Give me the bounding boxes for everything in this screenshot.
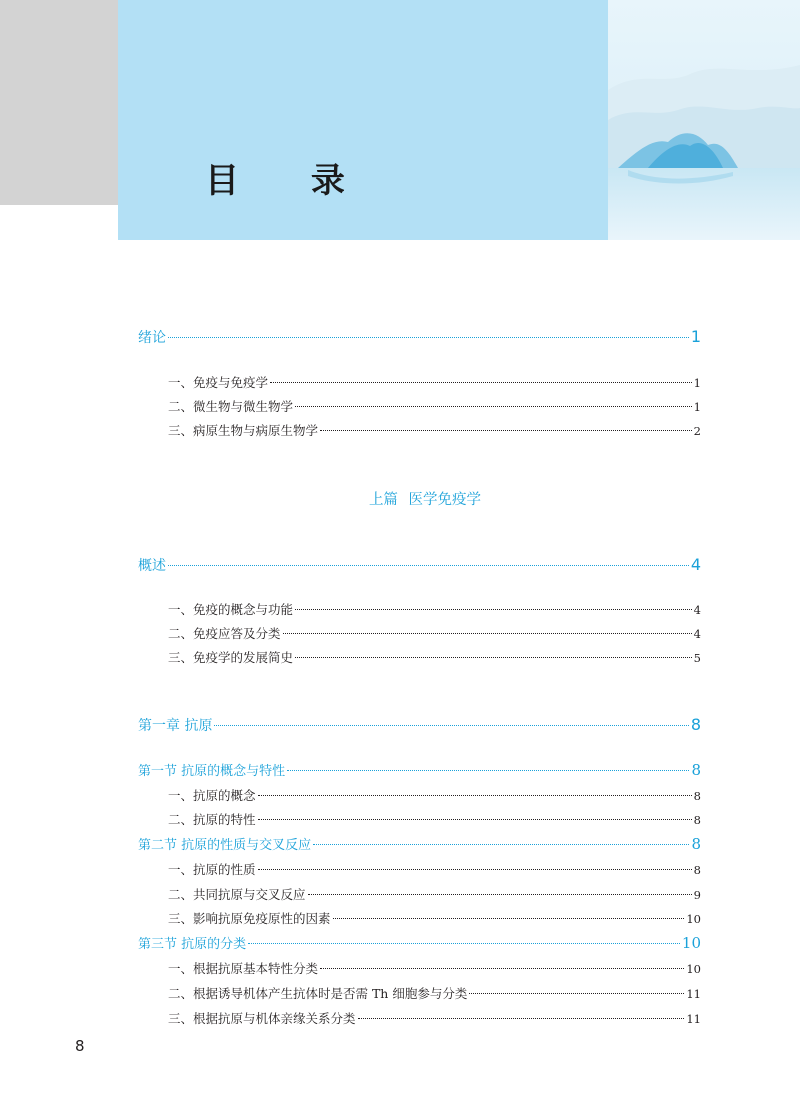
toc-entry-label: 概述 [138,558,166,574]
mountain-landscape-image [608,0,800,240]
toc-entry-chapter-1[interactable] [138,715,701,735]
toc-section-label: 第三节 抗原的分类 [138,937,247,952]
toc-item-label: 一、免疫与免疫学 [168,375,269,390]
toc-entry-label: 第一章 抗原 [138,718,213,734]
toc-item-page: 8 [693,863,701,877]
part-title: 上篇 医学免疫学 [368,492,482,508]
toc-item[interactable] [138,624,701,642]
toc-item-label: 一、免疫的概念与功能 [168,602,294,617]
toc-section-page: 8 [691,835,701,853]
header-banner [118,0,800,240]
toc-item-label: 二、共同抗原与交叉反应 [168,887,306,902]
toc-item-page: 1 [693,376,701,390]
header-grey-block [0,0,118,205]
toc-item-page: 8 [693,789,701,803]
toc-entry-label: 绪论 [138,330,166,346]
toc-item[interactable] [138,909,701,927]
toc-entry-page: 8 [690,715,701,734]
leader-dots [358,1017,685,1019]
leader-dots [270,381,692,383]
toc-item-page: 8 [693,813,701,827]
toc-entry-page: 1 [690,327,701,346]
toc-item-page: 10 [686,912,701,926]
toc-item[interactable] [138,397,701,415]
leader-dots [248,942,680,944]
leader-dots [313,843,689,845]
toc-item-page: 5 [693,651,701,665]
leader-dots [168,564,689,566]
leader-dots [258,818,692,820]
toc-item-page: 4 [693,627,701,641]
toc-item-page: 11 [686,987,701,1001]
toc-item-label: 二、根据诱导机体产生抗体时是否需 Th 细胞参与分类 [168,986,468,1001]
toc-entry-overview[interactable] [138,555,701,575]
toc-item-label: 三、免疫学的发展简史 [168,650,294,665]
toc-section[interactable] [138,834,701,853]
toc-item-label: 二、微生物与微生物学 [168,399,294,414]
toc-item[interactable] [138,959,701,977]
toc-section-label: 第二节 抗原的性质与交叉反应 [138,838,312,853]
toc-item[interactable] [138,984,701,1002]
toc-section-page: 10 [681,934,701,952]
toc-item-page: 1 [693,400,701,414]
toc-item-label: 三、根据抗原与机体亲缘关系分类 [168,1011,356,1026]
leader-dots [295,405,692,407]
toc-section[interactable] [138,933,701,952]
leader-dots [295,608,692,610]
toc-item-label: 一、抗原的性质 [168,862,256,877]
toc-item-label: 一、根据抗原基本特性分类 [168,961,319,976]
toc-item[interactable] [138,885,701,903]
toc-item[interactable] [138,600,701,618]
toc-section[interactable] [138,760,701,779]
toc-item[interactable] [138,810,701,828]
toc-item[interactable] [138,1009,701,1027]
toc-item-page: 11 [686,1012,701,1026]
leader-dots [287,769,689,771]
leader-dots [295,656,692,658]
leader-dots [283,632,692,634]
toc-item-page: 2 [693,424,701,438]
toc-section-page: 8 [691,761,701,779]
leader-dots [308,893,692,895]
toc-entry-intro[interactable] [138,327,701,347]
leader-dots [214,724,688,726]
leader-dots [320,429,692,431]
toc-item-page: 4 [693,603,701,617]
page-title: 目 录 [205,161,375,201]
toc-item[interactable] [138,648,701,666]
toc-item-label: 一、抗原的概念 [168,788,256,803]
toc-item[interactable] [138,860,701,878]
leader-dots [333,917,685,919]
toc-item-label: 二、抗原的特性 [168,812,256,827]
toc-entry-page: 4 [690,555,701,574]
toc-item[interactable] [138,373,701,391]
toc-item-label: 三、影响抗原免疫原性的因素 [168,911,331,926]
leader-dots [258,868,692,870]
toc-section-label: 第一节 抗原的概念与特性 [138,764,286,779]
toc-item-label: 二、免疫应答及分类 [168,626,281,641]
toc-item-page: 10 [686,962,701,976]
leader-dots [469,992,684,994]
page-number: 8 [75,1037,85,1055]
toc-item[interactable] [138,421,701,439]
toc-item[interactable] [138,786,701,804]
toc-item-label: 三、病原生物与病原生物学 [168,423,319,438]
toc-item-page: 9 [693,888,701,902]
leader-dots [258,794,692,796]
leader-dots [320,967,684,969]
leader-dots [168,336,689,338]
